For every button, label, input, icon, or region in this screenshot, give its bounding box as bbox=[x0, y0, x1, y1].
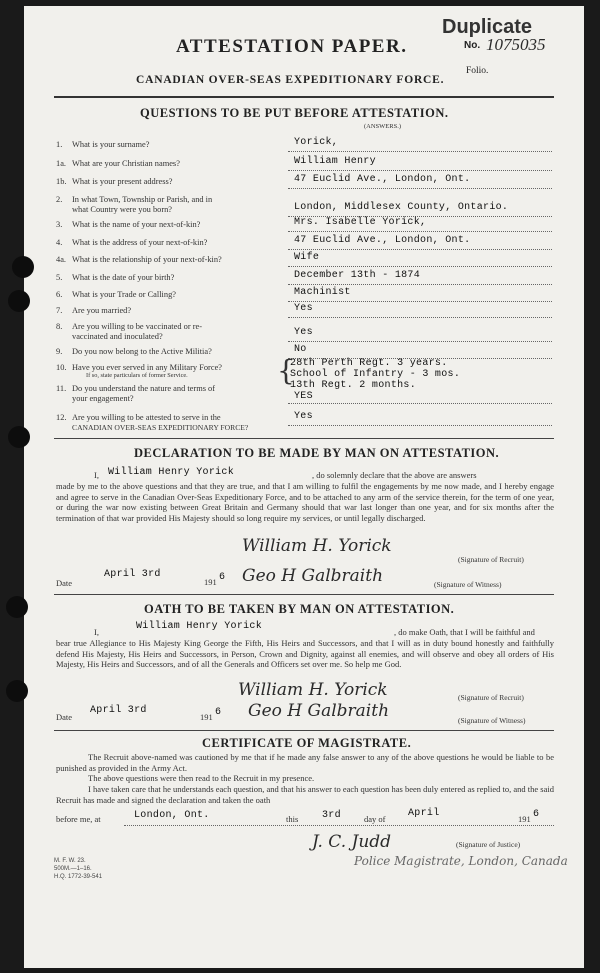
punch-hole bbox=[6, 596, 28, 618]
question-text: Have you ever served in any Military Force? bbox=[72, 363, 222, 372]
question-number: 4. bbox=[56, 238, 63, 247]
magistrate-day-of: day of bbox=[364, 814, 386, 824]
answer-married: Yes bbox=[294, 303, 313, 314]
question-text: Do you understand the nature and terms of bbox=[72, 384, 216, 393]
question-text: What is your surname? bbox=[72, 140, 150, 149]
folio-label: Folio. bbox=[466, 66, 489, 76]
duplicate-stamp: Duplicate bbox=[442, 16, 533, 38]
magistrate-before-me: before me, at bbox=[56, 814, 101, 824]
question-number: 1a. bbox=[56, 159, 66, 168]
regimental-number: 1075035 bbox=[486, 35, 546, 54]
declaration-pre: I, bbox=[94, 470, 99, 480]
document-title: ATTESTATION PAPER. bbox=[176, 36, 408, 57]
question-number: 7. bbox=[56, 306, 63, 315]
answer-understand-terms: YES bbox=[294, 391, 313, 402]
question-text: Do you now belong to the Active Militia? bbox=[72, 347, 212, 356]
question-text: What is your Trade or Calling? bbox=[72, 290, 176, 299]
number-label: No. bbox=[464, 40, 481, 51]
magistrate-caution: The Recruit above-named was cautioned by me that if he made any false answer to any of the above questions he would be liable to be punished as provided in the Army Act. bbox=[56, 752, 554, 773]
question-number: 6. bbox=[56, 290, 63, 299]
oath-witness-signature: Geo H Galbraith bbox=[248, 701, 390, 721]
answer-birth-date: December 13th - 1874 bbox=[294, 270, 421, 281]
oath-date: April 3rd bbox=[90, 705, 147, 716]
question-number: 1. bbox=[56, 140, 63, 149]
oath-date-label: Date bbox=[56, 712, 73, 722]
punch-hole bbox=[8, 290, 30, 312]
brace-icon: { bbox=[277, 354, 295, 387]
question-text-line2: If so, state particulars of former Service. bbox=[86, 372, 188, 379]
justice-title: Police Magistrate, London, Canada bbox=[354, 854, 568, 868]
answer-christian-names: William Henry bbox=[294, 156, 376, 167]
question-number: 12. bbox=[56, 413, 67, 422]
question-number: 10. bbox=[56, 363, 67, 372]
oath-name: William Henry Yorick bbox=[136, 621, 263, 632]
form-stamp-line3: H.Q. 1772-39-541 bbox=[54, 874, 103, 880]
oath-recruit-signature: William H. Yorick bbox=[238, 680, 388, 700]
answer-vaccinated: Yes bbox=[294, 327, 313, 338]
question-number: 3. bbox=[56, 220, 63, 229]
magistrate-year-suffix: 6 bbox=[533, 809, 540, 820]
question-text-line2: your engagement? bbox=[72, 394, 134, 403]
oath-body: bear true Allegiance to His Majesty King George the Fifth, His Heirs and Successors, and that I will as in duty bound honestly and faithfully defend His Majesty, His Heirs and Successors, in Person, Crown and Dignity, against all enemies, and will observe and obey all orders of His Majesty, His Heirs and Successors, and of all the Generals and Officers set over me. So help me God. bbox=[56, 638, 554, 670]
question-number: 4a. bbox=[56, 255, 66, 264]
magistrate-heading: CERTIFICATE OF MAGISTRATE. bbox=[202, 736, 412, 750]
question-text: Are you willing to be vaccinated or re- bbox=[72, 322, 202, 331]
question-text: What is the address of your next-of-kin? bbox=[72, 238, 208, 247]
declaration-body: made by me to the above questions and that they are true, and that I am willing to fulfil the engagements by me now made, and I hereby engage and agree to serve in the Canadian Over-Seas Expeditionary Force, and to be attached to any arm of the service therein, for the term of one year, or during the war now existing between Great Britain and Germany should that war last longer than one year, and for six months after the termination of that war provided His Majesty should so long require my services, or until legally discharged. bbox=[56, 481, 554, 523]
declaration-date: April 3rd bbox=[104, 569, 161, 580]
answer-relationship: Wife bbox=[294, 252, 320, 263]
punch-hole bbox=[6, 680, 28, 702]
question-number: 8. bbox=[56, 322, 63, 331]
answer-surname: Yorick, bbox=[294, 137, 339, 148]
answer-present-address: 47 Euclid Ave., London, Ont. bbox=[294, 174, 471, 185]
declaration-recruit-signature: William H. Yorick bbox=[242, 536, 392, 556]
question-number: 1b. bbox=[56, 177, 67, 186]
answer-willing-to-serve: Yes bbox=[294, 411, 313, 422]
declaration-year-suffix: 6 bbox=[219, 572, 226, 583]
section-rule bbox=[54, 594, 554, 595]
question-text: What is the relationship of your next-of-kin? bbox=[72, 255, 222, 264]
answer-active-militia: No bbox=[294, 344, 307, 355]
question-text: What is your present address? bbox=[72, 177, 173, 186]
form-stamp-line2: 500M.—1–16. bbox=[54, 866, 92, 872]
declaration-year-prefix: 191 bbox=[204, 577, 217, 587]
oath-year-suffix: 6 bbox=[215, 707, 222, 718]
declaration-witness-signature: Geo H Galbraith bbox=[242, 566, 384, 586]
answers-label: (ANSWERS.) bbox=[364, 123, 402, 130]
question-text-line2: vaccinated and inoculated? bbox=[72, 332, 163, 341]
magistrate-month: April bbox=[408, 808, 440, 819]
answer-military-service-line2: School of Infantry - 3 mos. bbox=[290, 369, 461, 380]
header-rule bbox=[54, 96, 554, 98]
justice-signature: J. C. Judd bbox=[312, 832, 392, 852]
declaration-date-label: Date bbox=[56, 578, 73, 588]
question-text: What are your Christian names? bbox=[72, 159, 180, 168]
magistrate-day: 3rd bbox=[322, 810, 341, 821]
question-text: Are you married? bbox=[72, 306, 132, 315]
magistrate-year-prefix: 191 bbox=[518, 814, 531, 824]
question-text-line2: what Country were you born? bbox=[72, 205, 173, 214]
punch-hole bbox=[8, 426, 30, 448]
declaration-witness-label: (Signature of Witness) bbox=[434, 580, 502, 589]
oath-recruit-label: (Signature of Recruit) bbox=[458, 693, 524, 702]
questions-heading: QUESTIONS TO BE PUT BEFORE ATTESTATION. bbox=[140, 106, 449, 120]
declaration-name: William Henry Yorick bbox=[108, 467, 235, 478]
section-rule bbox=[54, 438, 554, 439]
question-text: What is the date of your birth? bbox=[72, 273, 175, 282]
oath-line1: , do make Oath, that I will be faithful and bbox=[394, 627, 535, 637]
answer-military-service-line3: 13th Regt. 2 months. bbox=[290, 380, 417, 391]
declaration-heading: DECLARATION TO BE MADE BY MAN ON ATTESTATION. bbox=[134, 446, 500, 460]
answer-next-of-kin: Mrs. Isabelle Yorick, bbox=[294, 217, 427, 228]
answer-military-service: 28th Perth Regt. 3 years. bbox=[290, 358, 448, 369]
magistrate-read: The above questions were then read to the Recruit in my presence. bbox=[88, 773, 315, 783]
justice-label: (Signature of Justice) bbox=[456, 840, 521, 849]
question-text: In what Town, Township or Parish, and in bbox=[72, 195, 213, 204]
oath-year-prefix: 191 bbox=[200, 712, 213, 722]
question-text: Are you willing to be attested to serve in the bbox=[72, 413, 221, 422]
form-stamp-line1: M. F. W. 23. bbox=[54, 858, 86, 864]
oath-witness-label: (Signature of Witness) bbox=[458, 716, 526, 725]
magistrate-taken-care: I have taken care that he understands each question, and that his answer to each question has been duly entered as replied to, and the said Recruit has made and signed the declaration and taken the oath bbox=[56, 784, 554, 805]
document-subtitle: CANADIAN OVER-SEAS EXPEDITIONARY FORCE. bbox=[136, 74, 445, 86]
declaration-line1: , do solemnly declare that the above are answers bbox=[312, 470, 477, 480]
question-text-line2: CANADIAN OVER-SEAS EXPEDITIONARY FORCE? bbox=[72, 423, 249, 432]
declaration-recruit-label: (Signature of Recruit) bbox=[458, 555, 524, 564]
section-rule bbox=[54, 730, 554, 731]
oath-heading: OATH TO BE TAKEN BY MAN ON ATTESTATION. bbox=[144, 602, 455, 616]
answer-birthplace: London, Middlesex County, Ontario. bbox=[294, 202, 509, 213]
magistrate-place: London, Ont. bbox=[134, 810, 210, 821]
question-number: 5. bbox=[56, 273, 63, 282]
attestation-paper bbox=[24, 6, 584, 968]
answer-kin-address: 47 Euclid Ave., London, Ont. bbox=[294, 235, 471, 246]
magistrate-this: this bbox=[286, 814, 299, 824]
oath-pre: I, bbox=[94, 627, 99, 637]
question-text: What is the name of your next-of-kin? bbox=[72, 220, 201, 229]
question-number: 9. bbox=[56, 347, 63, 356]
answer-trade: Machinist bbox=[294, 287, 351, 298]
question-number: 2. bbox=[56, 195, 63, 204]
punch-hole bbox=[12, 256, 34, 278]
question-number: 11. bbox=[56, 384, 67, 393]
